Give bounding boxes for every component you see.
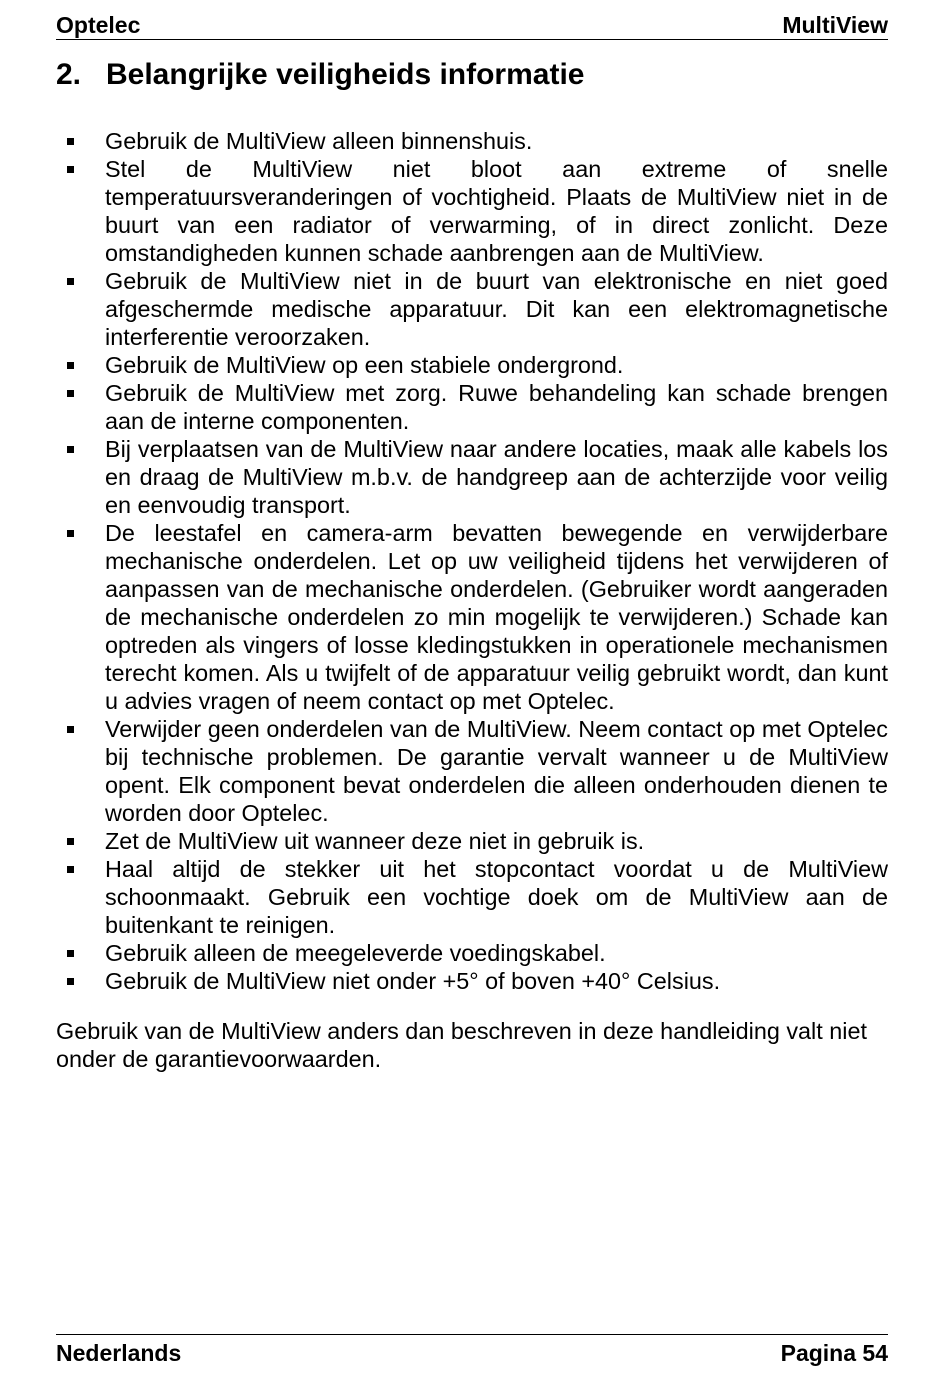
- list-item: [56, 939, 888, 967]
- list-item-text: Gebruik de MultiView niet in de buurt van elektronische en niet goed afgeschermde medische apparatuur. Dit kan een elektromagnetische interferentie veroorzaken.: [105, 268, 888, 350]
- bullet-square-icon: [67, 166, 74, 173]
- list-item: [56, 435, 888, 519]
- section-title: [56, 58, 584, 92]
- list-item: [56, 379, 888, 435]
- page-number: Pagina 54: [780, 1340, 888, 1366]
- list-item-text: Gebruik de MultiView met zorg. Ruwe behandeling kan schade brengen aan de interne componenten.: [105, 380, 888, 434]
- warranty-note: Gebruik van de MultiView anders dan beschreven in deze handleiding valt niet onder de garantievoorwaarden.: [56, 1018, 867, 1072]
- safety-list: [56, 127, 888, 995]
- bullet-square-icon: [67, 950, 74, 957]
- bullet-square-icon: [67, 390, 74, 397]
- list-item-text: Zet de MultiView uit wanneer deze niet in gebruik is.: [105, 828, 645, 854]
- page-footer: [56, 1334, 888, 1369]
- section-title-text: Belangrijke veiligheids informatie: [106, 58, 585, 91]
- bullet-square-icon: [67, 278, 74, 285]
- list-item: [56, 827, 888, 855]
- bullet-square-icon: [67, 978, 74, 985]
- header-brand: Optelec: [56, 12, 141, 38]
- list-item: [56, 155, 888, 267]
- bullet-square-icon: [67, 726, 74, 733]
- list-item-text: Gebruik de MultiView niet onder +5° of boven +40° Celsius.: [105, 968, 721, 994]
- list-item-text: De leestafel en camera-arm bevatten bewegende en verwijderbare mechanische onderdelen. Let op uw veiligheid tijdens het verwijderen of aanpassen van de mechanische onderdelen. (Gebruiker wordt aangeraden de mechanische onderdelen zo min mogelijk te verwijderen.) Schade kan optreden als vingers of losse kledingstukken in operationele mechanismen terecht komen. Als u twijfelt of de apparatuur veilig gebruikt wordt, dan kunt u advies vragen of neem contact op met Optelec.: [105, 520, 888, 714]
- page-header: [56, 10, 888, 40]
- bullet-square-icon: [67, 838, 74, 845]
- list-item: [56, 715, 888, 827]
- list-item: [56, 127, 888, 155]
- section-number: 2.: [56, 58, 82, 91]
- list-item-text: Haal altijd de stekker uit het stopcontact voordat u de MultiView schoonmaakt. Gebruik een vochtige doek om de MultiView aan de buitenkant te reinigen.: [105, 856, 888, 938]
- list-item: [56, 267, 888, 351]
- list-item: [56, 967, 888, 995]
- list-item: [56, 855, 888, 939]
- bullet-square-icon: [67, 866, 74, 873]
- list-item-text: Stel de MultiView niet bloot aan extreme of snelle temperatuursveranderingen of vochtigheid. Plaats de MultiView niet in de buurt van een radiator of verwarming, of in direct zonlicht. Deze omstandigheden kunnen schade aanbrengen aan de MultiView.: [105, 156, 888, 266]
- bullet-square-icon: [67, 362, 74, 369]
- bullet-square-icon: [67, 138, 74, 145]
- list-item-text: Gebruik de MultiView alleen binnenshuis.: [105, 128, 533, 154]
- list-item: [56, 351, 888, 379]
- list-item-text: Bij verplaatsen van de MultiView naar andere locaties, maak alle kabels los en draag de MultiView m.b.v. de handgreep aan de achterzijde voor veilig en eenvoudig transport.: [105, 436, 888, 518]
- list-item-text: Verwijder geen onderdelen van de MultiView. Neem contact op met Optelec bij technische problemen. De garantie vervalt wanneer u de MultiView opent. Elk component bevat onderdelen die alleen onderhouden dienen te worden door Optelec.: [105, 716, 888, 826]
- header-product: MultiView: [782, 12, 888, 38]
- bullet-square-icon: [67, 446, 74, 453]
- list-item-text: Gebruik alleen de meegeleverde voedingskabel.: [105, 940, 606, 966]
- list-item-text: Gebruik de MultiView op een stabiele ondergrond.: [105, 352, 624, 378]
- footer-language: Nederlands: [56, 1340, 182, 1366]
- list-item: [56, 519, 888, 715]
- bullet-square-icon: [67, 530, 74, 537]
